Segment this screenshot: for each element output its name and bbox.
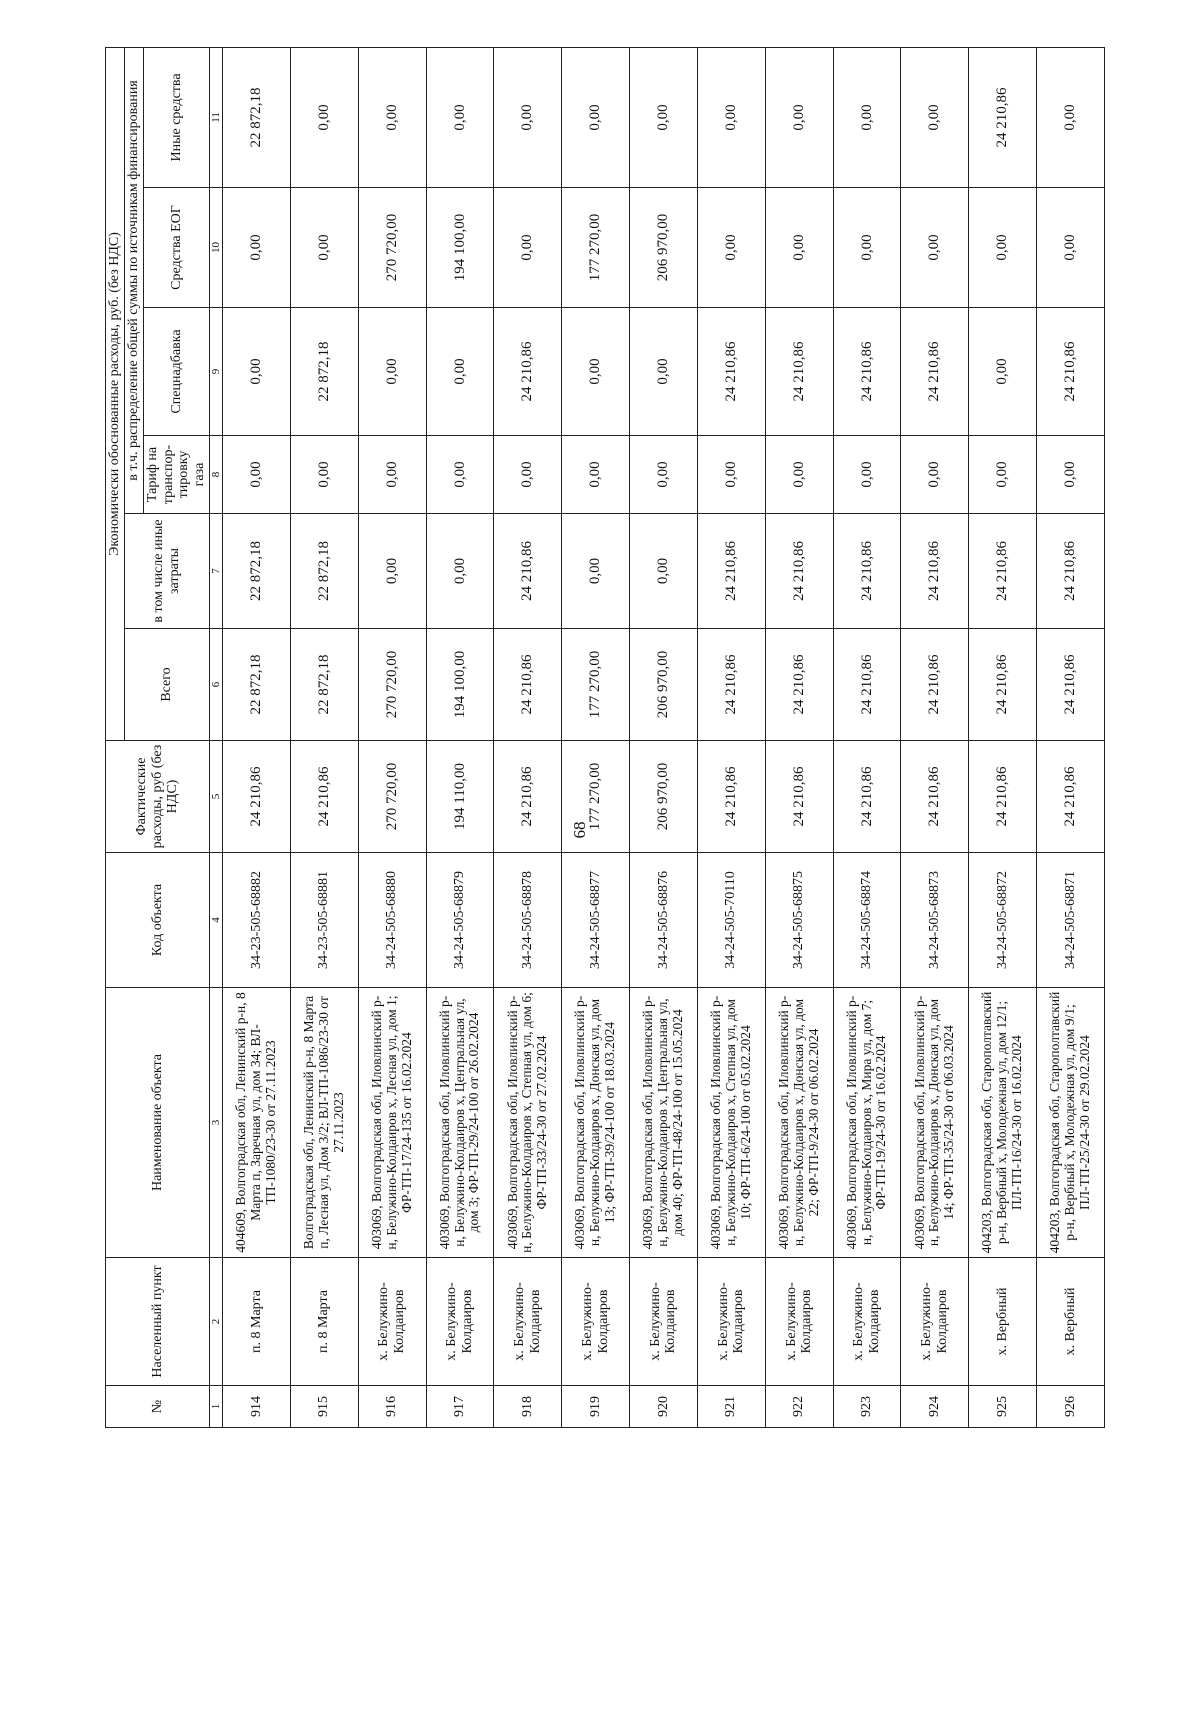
actual-expenses-cell: 24 210,86 [290, 741, 358, 853]
column-index-row [209, 47, 222, 1427]
special-cell: 24 210,86 [901, 308, 969, 436]
header-object-name: Наименование объекта [106, 988, 210, 1258]
incl-other-cell: 24 210,86 [901, 514, 969, 629]
tariff-cell: 0,00 [833, 436, 901, 514]
total-cell: 24 210,86 [765, 629, 833, 741]
table-row [697, 47, 765, 1427]
object-name-cell: 403069, Волгоградская обл, Иловлинский р-н, Белужино-Колдаиров х, Донская ул, дом 13; ФР-ТП-39/24-100 от 18.03.2024 [562, 988, 630, 1258]
other-funds-cell: 0,00 [290, 47, 358, 187]
object-name-cell: 403069, Волгоградская обл, Иловлинский р-н, Белужино-Колдаиров х, Мира ул, дом 7; ФР-ТП-19/24-30 от 16.02.2024 [833, 988, 901, 1258]
table-row [969, 47, 1037, 1427]
eog-cell: 0,00 [901, 188, 969, 308]
incl-other-cell: 24 210,86 [833, 514, 901, 629]
total-cell: 177 270,00 [562, 629, 630, 741]
total-cell: 24 210,86 [833, 629, 901, 741]
row-number: 926 [1037, 1386, 1105, 1428]
special-cell: 24 210,86 [1037, 308, 1105, 436]
col-index: 11 [209, 47, 222, 187]
settlement-cell: х. Вербный [969, 1258, 1037, 1386]
incl-other-cell: 24 210,86 [697, 514, 765, 629]
object-code-cell: 34-24-505-68879 [426, 853, 494, 988]
object-name-cell: 403069, Волгоградская обл, Иловлинский р-н, Белужино-Колдаиров х, Центральная ул, дом 3; ФР-ТП-29/24-100 от 26.02.2024 [426, 988, 494, 1258]
object-name-cell: 403069, Волгоградская обл, Иловлинский р-н, Белужино-Колдаиров х, Степная ул, дом 10; ФР-ТП-6/24-100 от 05.02.2024 [697, 988, 765, 1258]
actual-expenses-cell: 24 210,86 [1037, 741, 1105, 853]
header-special: Спецнадбавка [144, 308, 210, 436]
other-funds-cell: 0,00 [562, 47, 630, 187]
settlement-cell: х. Белужино-Колдаиров [494, 1258, 562, 1386]
settlement-cell: п. 8 Марта [223, 1258, 291, 1386]
eog-cell: 0,00 [223, 188, 291, 308]
other-funds-cell: 24 210,86 [969, 47, 1037, 187]
other-funds-cell: 22 872,18 [223, 47, 291, 187]
object-name-cell: 403069, Волгоградская обл, Иловлинский р-н, Белужино-Колдаиров х, Донская ул, дом 22; ФР-ТП-9/24-30 от 06.02.2024 [765, 988, 833, 1258]
eog-cell: 206 970,00 [630, 188, 698, 308]
tariff-cell: 0,00 [562, 436, 630, 514]
special-cell: 0,00 [969, 308, 1037, 436]
special-cell: 24 210,86 [833, 308, 901, 436]
header-other-funds: Иные средства [144, 47, 210, 187]
col-index: 6 [209, 629, 222, 741]
expenses-table [105, 47, 1105, 1428]
incl-other-cell: 0,00 [358, 514, 426, 629]
row-number: 915 [290, 1386, 358, 1428]
settlement-cell: х. Белужино-Колдаиров [630, 1258, 698, 1386]
settlement-cell: х. Вербный [1037, 1258, 1105, 1386]
actual-expenses-cell: 24 210,86 [697, 741, 765, 853]
rotated-table-sheet [105, 48, 1105, 1428]
header-tariff: Тариф на транспор-тировку газа [144, 436, 210, 514]
object-code-cell: 34-24-505-68876 [630, 853, 698, 988]
row-number: 922 [765, 1386, 833, 1428]
eog-cell: 0,00 [969, 188, 1037, 308]
tariff-cell: 0,00 [901, 436, 969, 514]
object-name-cell: 404203, Волгоградская обл, Старополтавский р-н, Вербный х, Молодежная ул, дом 12/1; ПЛ-ТП-16/24-30 от 16.02.2024 [969, 988, 1037, 1258]
tariff-cell: 0,00 [969, 436, 1037, 514]
col-index: 1 [209, 1386, 222, 1428]
header-econ-group: Экономически обоснованные расходы, руб. (без НДС) [106, 47, 125, 740]
eog-cell: 177 270,00 [562, 188, 630, 308]
other-funds-cell: 0,00 [630, 47, 698, 187]
eog-cell: 0,00 [765, 188, 833, 308]
col-index: 10 [209, 188, 222, 308]
other-funds-cell: 0,00 [765, 47, 833, 187]
incl-other-cell: 24 210,86 [1037, 514, 1105, 629]
special-cell: 0,00 [426, 308, 494, 436]
table-row [223, 47, 291, 1427]
col-index: 5 [209, 741, 222, 853]
object-code-cell: 34-24-505-68877 [562, 853, 630, 988]
eog-cell: 0,00 [494, 188, 562, 308]
eog-cell: 0,00 [697, 188, 765, 308]
table-row [1037, 47, 1105, 1427]
actual-expenses-cell: 24 210,86 [833, 741, 901, 853]
other-funds-cell: 0,00 [697, 47, 765, 187]
total-cell: 24 210,86 [494, 629, 562, 741]
incl-other-cell: 0,00 [630, 514, 698, 629]
total-cell: 24 210,86 [969, 629, 1037, 741]
special-cell: 0,00 [358, 308, 426, 436]
object-code-cell: 34-24-505-68874 [833, 853, 901, 988]
table-row [765, 47, 833, 1427]
other-funds-cell: 0,00 [426, 47, 494, 187]
other-funds-cell: 0,00 [833, 47, 901, 187]
actual-expenses-cell: 194 110,00 [426, 741, 494, 853]
header-distribution: в т.ч. распределение общей суммы по источникам финансирования [125, 47, 144, 513]
total-cell: 24 210,86 [697, 629, 765, 741]
object-code-cell: 34-24-505-68872 [969, 853, 1037, 988]
header-no: № [106, 1386, 210, 1428]
tariff-cell: 0,00 [290, 436, 358, 514]
header-settlement: Населенный пункт [106, 1258, 210, 1386]
table-row [494, 47, 562, 1427]
object-name-cell: 403069, Волгоградская обл, Иловлинский р-н, Белужино-Колдаиров х, Донская ул, дом 14; ФР-ТП-35/24-30 от 06.03.2024 [901, 988, 969, 1258]
object-code-cell: 34-24-505-68873 [901, 853, 969, 988]
object-code-cell: 34-24-505-68880 [358, 853, 426, 988]
incl-other-cell: 24 210,86 [494, 514, 562, 629]
page-number: 68 [570, 821, 589, 839]
settlement-cell: х. Белужино-Колдаиров [901, 1258, 969, 1386]
object-name-cell: 403069, Волгоградская обл, Иловлинский р-н, Белужино-Колдаиров х, Центральная ул, дом 40; ФР-ТП-48/24-100 от 15.05.2024 [630, 988, 698, 1258]
total-cell: 24 210,86 [901, 629, 969, 741]
incl-other-cell: 0,00 [562, 514, 630, 629]
settlement-cell: х. Белужино-Колдаиров [426, 1258, 494, 1386]
actual-expenses-cell: 206 970,00 [630, 741, 698, 853]
total-cell: 22 872,18 [290, 629, 358, 741]
row-number: 921 [697, 1386, 765, 1428]
special-cell: 0,00 [562, 308, 630, 436]
special-cell: 0,00 [223, 308, 291, 436]
header-incl-other: в том числе иные затраты [125, 514, 210, 629]
settlement-cell: х. Белужино-Колдаиров [765, 1258, 833, 1386]
header-actual-expenses: Фактические расходы, руб (без НДС) [106, 741, 210, 853]
incl-other-cell: 0,00 [426, 514, 494, 629]
table-row [562, 47, 630, 1427]
row-number: 918 [494, 1386, 562, 1428]
object-name-cell: 404609, Волгоградская обл, Ленинский р-н, 8 Марта п, Заречная ул, дом 34; ВЛ-ТП-1080/23-30 от 27.11.2023 [223, 988, 291, 1258]
row-number: 923 [833, 1386, 901, 1428]
col-index: 4 [209, 853, 222, 988]
col-index: 3 [209, 988, 222, 1258]
special-cell: 22 872,18 [290, 308, 358, 436]
tariff-cell: 0,00 [697, 436, 765, 514]
special-cell: 24 210,86 [765, 308, 833, 436]
eog-cell: 0,00 [1037, 188, 1105, 308]
object-code-cell: 34-23-505-68882 [223, 853, 291, 988]
table-row [426, 47, 494, 1427]
row-number: 917 [426, 1386, 494, 1428]
table-row [290, 47, 358, 1427]
actual-expenses-cell: 24 210,86 [494, 741, 562, 853]
object-code-cell: 34-24-505-68875 [765, 853, 833, 988]
actual-expenses-cell: 24 210,86 [765, 741, 833, 853]
tariff-cell: 0,00 [765, 436, 833, 514]
table-row [833, 47, 901, 1427]
incl-other-cell: 22 872,18 [290, 514, 358, 629]
header-total: Всего [125, 629, 210, 741]
other-funds-cell: 0,00 [358, 47, 426, 187]
settlement-cell: х. Белужино-Колдаиров [562, 1258, 630, 1386]
special-cell: 24 210,86 [494, 308, 562, 436]
header-eog: Средства ЕОГ [144, 188, 210, 308]
object-code-cell: 34-24-505-70110 [697, 853, 765, 988]
table-row [358, 47, 426, 1427]
other-funds-cell: 0,00 [1037, 47, 1105, 187]
eog-cell: 194 100,00 [426, 188, 494, 308]
tariff-cell: 0,00 [494, 436, 562, 514]
row-number: 919 [562, 1386, 630, 1428]
table-row [901, 47, 969, 1427]
settlement-cell: х. Белужино-Колдаиров [697, 1258, 765, 1386]
actual-expenses-cell: 177 270,00 [562, 741, 630, 853]
eog-cell: 270 720,00 [358, 188, 426, 308]
row-number: 914 [223, 1386, 291, 1428]
col-index: 7 [209, 514, 222, 629]
incl-other-cell: 24 210,86 [969, 514, 1037, 629]
total-cell: 270 720,00 [358, 629, 426, 741]
tariff-cell: 0,00 [358, 436, 426, 514]
settlement-cell: п. 8 Марта [290, 1258, 358, 1386]
special-cell: 0,00 [630, 308, 698, 436]
other-funds-cell: 0,00 [901, 47, 969, 187]
object-name-cell: Волгоградская обл, Ленинский р-н, 8 Марта п, Лесная ул, Дом 3/2; ВЛ-ТП-1086/23-30 от 27.11.2023 [290, 988, 358, 1258]
other-funds-cell: 0,00 [494, 47, 562, 187]
total-cell: 24 210,86 [1037, 629, 1105, 741]
special-cell: 24 210,86 [697, 308, 765, 436]
object-name-cell: 403069, Волгоградская обл, Иловлинский р-н, Белужино-Колдаиров х, Степная ул, дом 6; ФР-ТП-33/24-30 от 27.02.2024 [494, 988, 562, 1258]
eog-cell: 0,00 [290, 188, 358, 308]
actual-expenses-cell: 270 720,00 [358, 741, 426, 853]
row-number: 924 [901, 1386, 969, 1428]
tariff-cell: 0,00 [1037, 436, 1105, 514]
settlement-cell: х. Белужино-Колдаиров [358, 1258, 426, 1386]
actual-expenses-cell: 24 210,86 [901, 741, 969, 853]
table-row [630, 47, 698, 1427]
object-name-cell: 404203, Волгоградская обл, Старополтавский р-н, Вербный х, Молодежная ул, дом 9/1; ПЛ-ТП-25/24-30 от 29.02.2024 [1037, 988, 1105, 1258]
row-number: 920 [630, 1386, 698, 1428]
actual-expenses-cell: 24 210,86 [223, 741, 291, 853]
header-row-1 [106, 47, 125, 1427]
eog-cell: 0,00 [833, 188, 901, 308]
incl-other-cell: 22 872,18 [223, 514, 291, 629]
tariff-cell: 0,00 [426, 436, 494, 514]
object-code-cell: 34-24-505-68871 [1037, 853, 1105, 988]
total-cell: 22 872,18 [223, 629, 291, 741]
settlement-cell: х. Белужино-Колдаиров [833, 1258, 901, 1386]
total-cell: 206 970,00 [630, 629, 698, 741]
object-code-cell: 34-23-505-68881 [290, 853, 358, 988]
col-index: 9 [209, 308, 222, 436]
tariff-cell: 0,00 [223, 436, 291, 514]
col-index: 8 [209, 436, 222, 514]
header-object-code: Код объекта [106, 853, 210, 988]
actual-expenses-cell: 24 210,86 [969, 741, 1037, 853]
tariff-cell: 0,00 [630, 436, 698, 514]
row-number: 916 [358, 1386, 426, 1428]
object-name-cell: 403069, Волгоградская обл, Иловлинский р-н, Белужино-Колдаиров х, Лесная ул, дом 1; ФР-ТП-17/24-135 от 16.02.2024 [358, 988, 426, 1258]
total-cell: 194 100,00 [426, 629, 494, 741]
row-number: 925 [969, 1386, 1037, 1428]
object-code-cell: 34-24-505-68878 [494, 853, 562, 988]
incl-other-cell: 24 210,86 [765, 514, 833, 629]
col-index: 2 [209, 1258, 222, 1386]
